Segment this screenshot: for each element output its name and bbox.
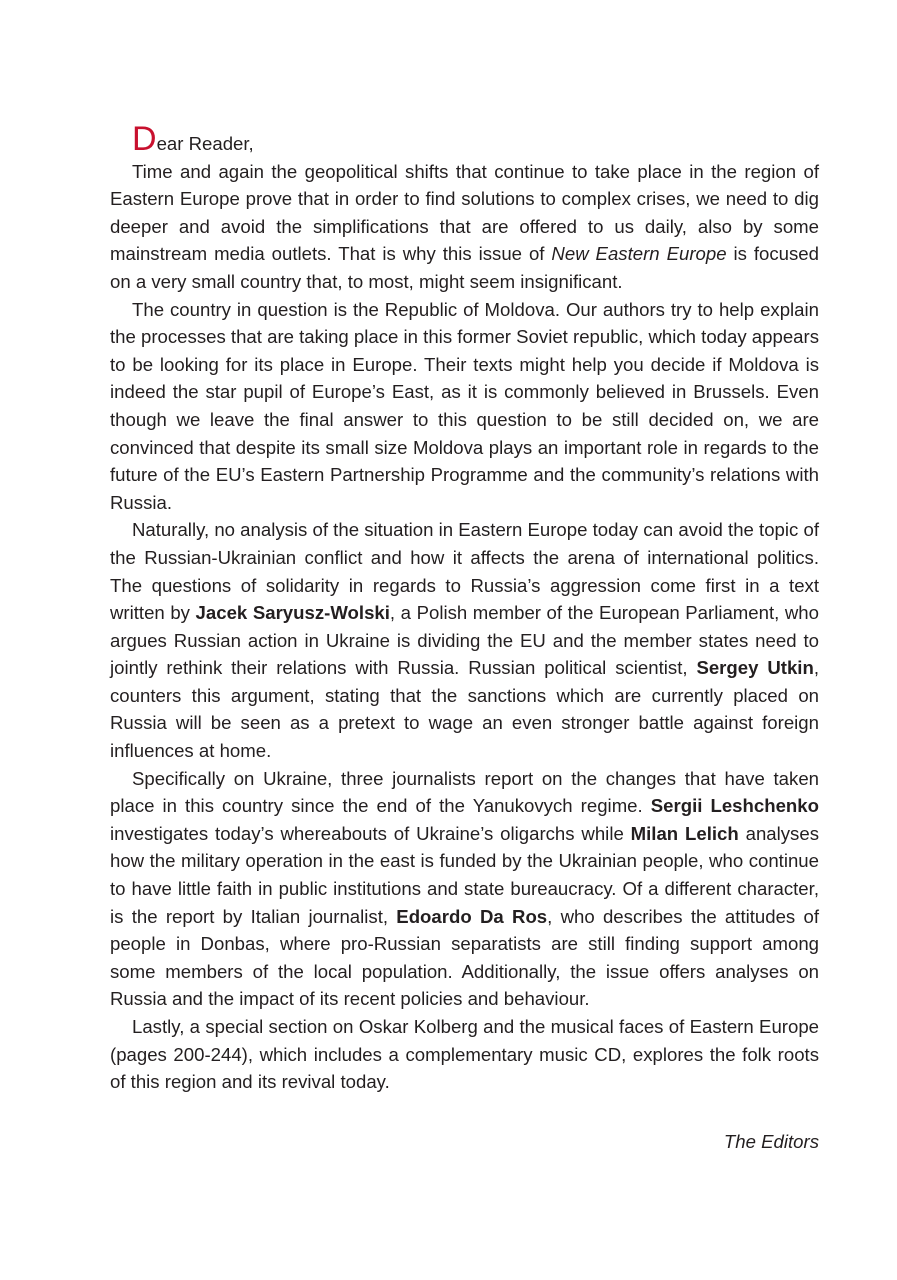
drop-cap: D [132,120,157,158]
letter-body [110,120,820,1096]
paragraph-1 [110,158,819,296]
signature: The Editors [723,1131,819,1152]
greeting [132,120,819,158]
author-name: Sergii Leshchenko [650,795,819,817]
paragraph-2: The country in question is the Republic of Moldova. Our authors try to help explain the processes that are taking place in this former Soviet republic, which today appears to be looking for its place in Europe. Their texts might help you decide if Moldova is indeed the star pupil of Europe’s East, as it is commonly believed in Brussels. Even though we leave the final answer to this question to be still decided on, we are convinced that despite its small size Moldova plays an important role in regards to the future of the EU’s Eastern Partnership Programme and the community’s relations with Russia. [110,298,820,513]
paragraph-3-text-c: , counters this argument, stating that the sanctions which are currently placed on Russia will be seen as a pretext to wage an even stronger battle against foreign influences at home. [110,657,820,762]
paragraph-4-text-d: , who describes the attitudes of people in Donbas, where pro-Russian separatists are still finding support among some members of the local population. Additionally, the issue offers analyses on Russia and the impact of its recent policies and behaviour. [110,905,819,1010]
magazine-title: New Eastern Europe [551,243,727,265]
paragraph-3 [110,516,819,764]
paragraph-4-text-b: investigates today’s whereabouts of Ukraine’s oligarchs while [110,822,631,844]
paragraph-1-text-b: is focused on a very small country that, to most, might seem insignificant. [110,243,819,292]
paragraph-3-text-b: , a Polish member of the European Parliament, who argues Russian action in Ukraine is dividing the EU and the member states need to jointly rethink their relations with Russia. Russian political scientist, [110,602,819,679]
author-name: Edoardo Da Ros [396,905,548,927]
author-name: Milan Lelich [630,822,739,844]
paragraph-3-text-a: Naturally, no analysis of the situation in Eastern Europe today can avoid the topic of the Russian-Ukrainian conflict and how it affects the arena of international politics. The questions of solidarity in regards to Russia’s aggression come first in a text written by [110,519,819,624]
paragraph-4-text-c: analyses how the military operation in the east is funded by the Ukrainian people, who continue to have little faith in public institutions and state bureaucracy. Of a different character, is the report by Italian journalist, [110,822,819,927]
author-name: Jacek Saryusz-Wolski [195,602,390,624]
paragraph-4-text-a: Specifically on Ukraine, three journalists report on the changes that have taken place in this country since the end of the Yanukovych regime. [110,767,819,817]
paragraph-1-text-a: Time and again the geopolitical shifts that continue to take place in the region of Eastern Europe prove that in order to find solutions to complex crises, we need to dig deeper and avoid the simplifications that are offered to us daily, also by some mainstream media outlets. That is why this issue of [110,160,819,265]
greeting-text: ear Reader, [156,133,254,154]
author-name: Sergey Utkin [696,657,814,679]
paragraph-5: Lastly, a special section on Oskar Kolberg and the musical faces of Eastern Europe (pages 200-244), which includes a complementary music CD, explores the folk roots of this region and its revival today. [110,1016,819,1093]
paragraph-4 [110,765,819,1013]
